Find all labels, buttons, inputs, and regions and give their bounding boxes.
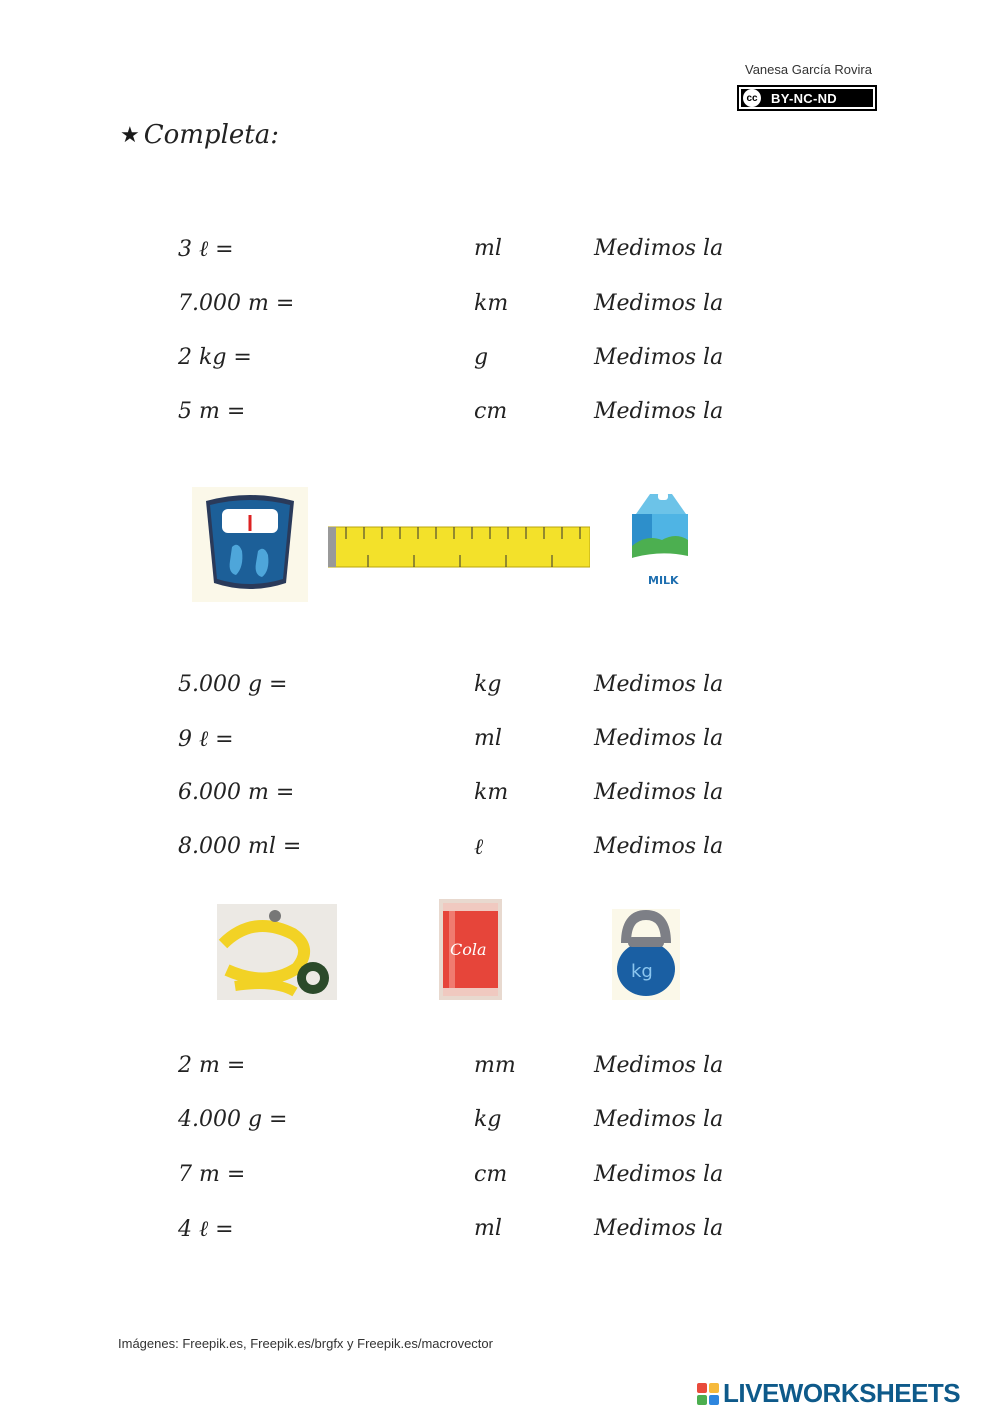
kettlebell-label: kg	[631, 961, 653, 982]
exercise-row	[0, 1216, 1000, 1250]
target-unit: ml	[474, 236, 502, 261]
target-unit: kg	[474, 672, 502, 697]
conversion-expression: 4 ℓ =	[178, 1217, 234, 1242]
conversion-expression: 7 m =	[178, 1162, 246, 1187]
tape-measure-roll-icon[interactable]	[217, 904, 337, 1000]
brand-logo-icon	[697, 1383, 719, 1405]
measure-prompt: Medimos la	[594, 672, 724, 697]
exercise-row	[0, 236, 1000, 270]
exercise-row	[0, 1053, 1000, 1087]
title-text: Completa:	[143, 120, 279, 150]
measure-prompt: Medimos la	[594, 399, 724, 424]
conversion-expression: 5 m =	[178, 399, 246, 424]
target-unit: ℓ	[474, 835, 484, 860]
measure-prompt: Medimos la	[594, 780, 724, 805]
conversion-expression: 9 ℓ =	[178, 727, 234, 752]
milk-label: MILK	[648, 574, 679, 587]
exercise-row	[0, 726, 1000, 760]
measure-prompt: Medimos la	[594, 726, 724, 751]
exercise-row	[0, 399, 1000, 433]
exercise-row	[0, 834, 1000, 868]
image-credits: Imágenes: Freepik.es, Freepik.es/brgfx y Freepik.es/macrovector	[118, 1336, 493, 1351]
exercise-title	[120, 120, 279, 150]
exercise-row	[0, 345, 1000, 379]
measure-prompt: Medimos la	[594, 236, 724, 261]
conversion-expression: 5.000 g =	[178, 672, 288, 697]
exercise-row	[0, 291, 1000, 325]
measure-prompt: Medimos la	[594, 1162, 724, 1187]
conversion-expression: 2 kg =	[178, 345, 252, 370]
target-unit: g	[474, 345, 489, 370]
author-name: Vanesa García Rovira	[745, 62, 872, 77]
target-unit: kg	[474, 1107, 502, 1132]
measure-prompt: Medimos la	[594, 1053, 724, 1078]
target-unit: km	[474, 780, 509, 805]
cc-icon: cc	[743, 89, 761, 107]
target-unit: cm	[474, 1162, 508, 1187]
target-unit: cm	[474, 399, 508, 424]
conversion-expression: 3 ℓ =	[178, 237, 234, 262]
cola-label: Cola	[450, 940, 487, 959]
measure-prompt: Medimos la	[594, 1107, 724, 1132]
liveworksheets-logo[interactable]	[697, 1378, 960, 1409]
kettlebell-icon[interactable]	[612, 909, 680, 1000]
exercise-row	[0, 1107, 1000, 1141]
license-badge	[737, 85, 877, 111]
exercise-row	[0, 1162, 1000, 1196]
conversion-expression: 2 m =	[178, 1053, 246, 1078]
star-icon: ★	[120, 122, 140, 147]
license-text: BY-NC-ND	[771, 90, 837, 106]
target-unit: ml	[474, 726, 502, 751]
cola-can-icon[interactable]	[439, 899, 502, 1000]
measure-prompt: Medimos la	[594, 834, 724, 859]
conversion-expression: 8.000 ml =	[178, 834, 302, 859]
measure-prompt: Medimos la	[594, 291, 724, 316]
brand-name: LIVEWORKSHEETS	[723, 1378, 961, 1408]
target-unit: km	[474, 291, 509, 316]
exercise-row	[0, 672, 1000, 706]
target-unit: mm	[474, 1053, 516, 1078]
measure-prompt: Medimos la	[594, 345, 724, 370]
measuring-tape-icon[interactable]	[328, 525, 590, 569]
measure-prompt: Medimos la	[594, 1216, 724, 1241]
conversion-expression: 4.000 g =	[178, 1107, 288, 1132]
conversion-expression: 7.000 m =	[178, 291, 295, 316]
exercise-row	[0, 780, 1000, 814]
conversion-expression: 6.000 m =	[178, 780, 295, 805]
target-unit: ml	[474, 1216, 502, 1241]
bathroom-scale-icon[interactable]	[192, 487, 308, 602]
milk-carton-icon[interactable]	[628, 490, 692, 614]
